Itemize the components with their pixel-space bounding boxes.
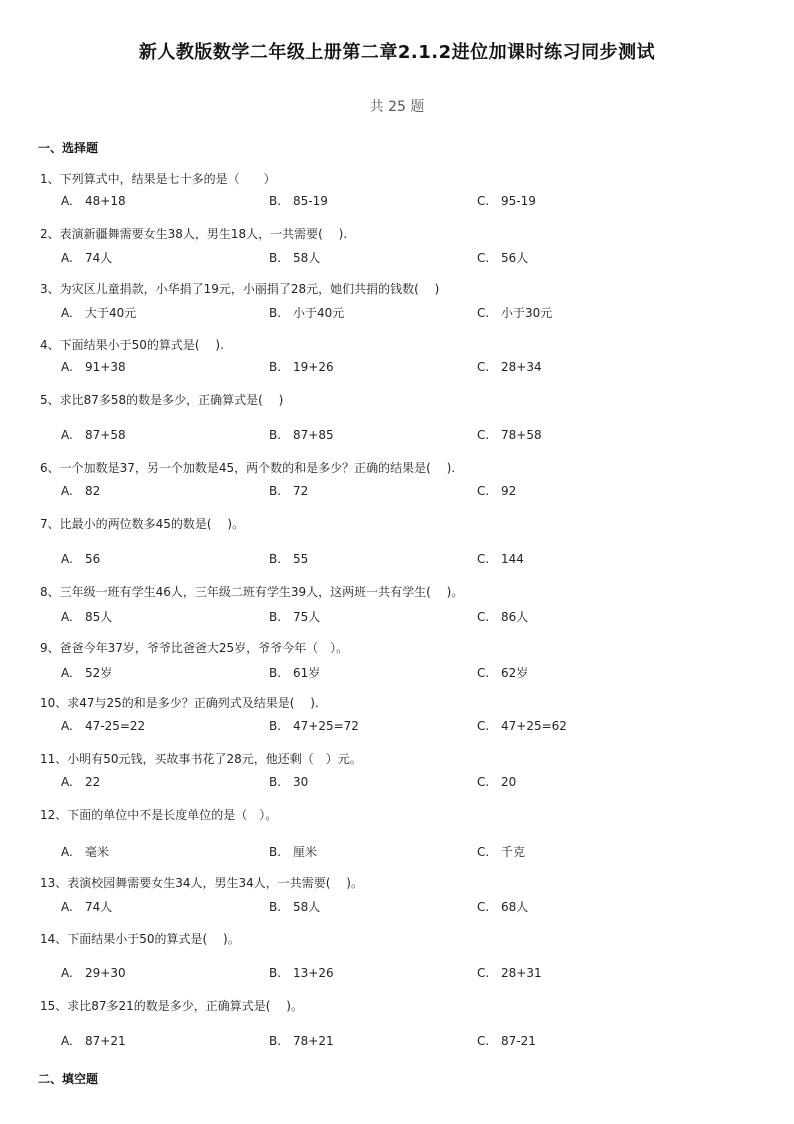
option-text: 47-25=22 xyxy=(85,719,146,733)
option-text: 78+58 xyxy=(501,428,542,442)
option-text: 30 xyxy=(293,775,309,789)
option-letter: C. xyxy=(477,251,490,265)
option-a xyxy=(61,664,112,681)
option-text: 61岁 xyxy=(293,666,321,680)
option-a xyxy=(61,249,112,266)
option-text: 144 xyxy=(501,552,524,566)
option-c xyxy=(477,775,516,789)
section-heading-fill: 二、填空题 xyxy=(38,1072,99,1086)
option-text: 56 xyxy=(85,552,101,566)
option-a xyxy=(61,608,112,625)
option-b xyxy=(269,194,328,208)
option-b xyxy=(269,608,320,625)
question-item xyxy=(0,639,794,699)
option-a xyxy=(61,194,126,208)
option-text: 13+26 xyxy=(293,966,334,980)
option-text: 19+26 xyxy=(293,360,334,374)
option-b xyxy=(269,843,317,860)
option-b xyxy=(269,484,308,498)
option-letter: A. xyxy=(61,484,73,498)
option-letter: C. xyxy=(477,966,490,980)
option-a xyxy=(61,484,100,498)
option-text: 20 xyxy=(501,775,517,789)
option-b xyxy=(269,664,320,681)
option-letter: B. xyxy=(269,306,282,320)
option-c xyxy=(477,898,528,915)
option-text: 74人 xyxy=(85,900,113,914)
option-text: 85-19 xyxy=(293,194,328,208)
question-item xyxy=(0,459,794,519)
option-letter: C. xyxy=(477,666,490,680)
option-letter: A. xyxy=(61,775,73,789)
question-stem: 2、表演新疆舞需要女生38人，男生18人，一共需要( ). xyxy=(40,227,348,241)
question-item xyxy=(0,280,794,340)
option-b xyxy=(269,719,359,733)
option-text: 56人 xyxy=(501,251,529,265)
option-letter: A. xyxy=(61,428,73,442)
option-letter: A. xyxy=(61,194,73,208)
option-letter: B. xyxy=(269,194,282,208)
question-item xyxy=(0,583,794,643)
question-stem: 9、爸爸今年37岁，爷爷比爸爸大25岁，爷爷今年（ ）。 xyxy=(40,641,349,655)
option-c xyxy=(477,608,528,625)
option-letter: B. xyxy=(269,966,282,980)
option-letter: A. xyxy=(61,1034,73,1048)
option-text: 小于30元 xyxy=(501,306,553,320)
option-text: 小于40元 xyxy=(293,306,345,320)
option-letter: C. xyxy=(477,775,490,789)
option-letter: B. xyxy=(269,775,282,789)
option-text: 87+85 xyxy=(293,428,334,442)
option-text: 55 xyxy=(293,552,309,566)
option-letter: B. xyxy=(269,666,282,680)
option-c xyxy=(477,428,542,442)
section-heading-choice: 一、选择题 xyxy=(38,141,99,155)
option-letter: C. xyxy=(477,552,490,566)
question-stem: 8、三年级一班有学生46人，三年级二班有学生39人，这两班一共有学生( )。 xyxy=(40,585,464,599)
option-text: 28+31 xyxy=(501,966,542,980)
option-letter: A. xyxy=(61,845,73,859)
option-letter: B. xyxy=(269,1034,282,1048)
option-letter: B. xyxy=(269,251,282,265)
option-letter: A. xyxy=(61,610,73,624)
option-text: 52岁 xyxy=(85,666,113,680)
option-c xyxy=(477,1034,536,1048)
option-b xyxy=(269,249,320,266)
question-stem: 15、求比87多21的数是多少，正确算式是( )。 xyxy=(40,999,303,1013)
option-letter: C. xyxy=(477,900,490,914)
option-text: 82 xyxy=(85,484,101,498)
option-text: 62岁 xyxy=(501,666,529,680)
option-b xyxy=(269,304,344,321)
option-text: 92 xyxy=(501,484,517,498)
option-a xyxy=(61,898,112,915)
option-text: 74人 xyxy=(85,251,113,265)
option-c xyxy=(477,719,567,733)
option-text: 28+34 xyxy=(501,360,542,374)
option-letter: B. xyxy=(269,719,282,733)
question-item xyxy=(0,225,794,285)
option-letter: C. xyxy=(477,845,490,859)
question-item xyxy=(0,874,794,934)
question-stem: 12、下面的单位中不是长度单位的是（ ）。 xyxy=(40,808,278,822)
question-count: 共 25 题 xyxy=(369,99,425,115)
option-a xyxy=(61,719,145,733)
question-stem: 5、求比87多58的数是多少，正确算式是( ) xyxy=(40,393,284,407)
option-letter: B. xyxy=(269,900,282,914)
option-b xyxy=(269,552,308,566)
option-text: 87-21 xyxy=(501,1034,536,1048)
question-item xyxy=(0,336,794,396)
option-text: 大于40元 xyxy=(85,306,137,320)
option-text: 47+25=62 xyxy=(501,719,567,733)
option-c xyxy=(477,194,536,208)
option-letter: A. xyxy=(61,719,73,733)
option-b xyxy=(269,1034,334,1048)
option-letter: C. xyxy=(477,306,490,320)
document-title: 新人教版数学二年级上册第二章2.1.2进位加课时练习同步测试 xyxy=(138,42,656,63)
option-c xyxy=(477,484,516,498)
option-text: 68人 xyxy=(501,900,529,914)
question-item xyxy=(0,806,794,866)
option-a xyxy=(61,775,100,789)
question-item xyxy=(0,515,794,575)
option-letter: B. xyxy=(269,845,282,859)
option-c xyxy=(477,249,528,266)
option-letter: C. xyxy=(477,360,490,374)
option-b xyxy=(269,966,334,980)
option-letter: B. xyxy=(269,360,282,374)
option-a xyxy=(61,843,109,860)
option-text: 47+25=72 xyxy=(293,719,359,733)
option-a xyxy=(61,360,126,374)
option-letter: A. xyxy=(61,900,73,914)
question-item xyxy=(0,997,794,1057)
option-b xyxy=(269,898,320,915)
option-text: 75人 xyxy=(293,610,321,624)
question-item xyxy=(0,930,794,990)
question-stem: 4、下面结果小于50的算式是( ). xyxy=(40,338,224,352)
option-letter: A. xyxy=(61,966,73,980)
option-letter: A. xyxy=(61,666,73,680)
option-text: 厘米 xyxy=(293,845,318,859)
option-a xyxy=(61,552,100,566)
question-stem: 13、表演校园舞需要女生34人，男生34人，一共需要( )。 xyxy=(40,876,363,890)
option-text: 91+38 xyxy=(85,360,126,374)
option-text: 87+21 xyxy=(85,1034,126,1048)
option-letter: C. xyxy=(477,610,490,624)
option-letter: A. xyxy=(61,306,73,320)
question-stem: 14、下面结果小于50的算式是( )。 xyxy=(40,932,240,946)
option-text: 85人 xyxy=(85,610,113,624)
question-item xyxy=(0,391,794,451)
option-text: 29+30 xyxy=(85,966,126,980)
option-text: 千克 xyxy=(501,845,526,859)
option-letter: B. xyxy=(269,610,282,624)
option-text: 毫米 xyxy=(85,845,110,859)
option-letter: C. xyxy=(477,1034,490,1048)
question-item xyxy=(0,170,794,230)
option-letter: A. xyxy=(61,251,73,265)
option-c xyxy=(477,843,525,860)
option-letter: A. xyxy=(61,552,73,566)
option-a xyxy=(61,304,136,321)
option-text: 86人 xyxy=(501,610,529,624)
option-text: 95-19 xyxy=(501,194,536,208)
option-c xyxy=(477,552,524,566)
question-stem: 1、下列算式中，结果是七十多的是（ ） xyxy=(40,172,276,186)
question-item xyxy=(0,750,794,810)
option-letter: B. xyxy=(269,552,282,566)
option-c xyxy=(477,966,542,980)
option-text: 48+18 xyxy=(85,194,126,208)
option-a xyxy=(61,1034,126,1048)
option-text: 78+21 xyxy=(293,1034,334,1048)
question-stem: 11、小明有50元钱，买故事书花了28元，他还剩（ ）元。 xyxy=(40,752,362,766)
option-b xyxy=(269,360,334,374)
option-letter: C. xyxy=(477,719,490,733)
option-a xyxy=(61,966,126,980)
option-letter: B. xyxy=(269,428,282,442)
option-text: 58人 xyxy=(293,251,321,265)
option-text: 22 xyxy=(85,775,101,789)
option-text: 87+58 xyxy=(85,428,126,442)
option-c xyxy=(477,360,542,374)
option-b xyxy=(269,775,308,789)
question-stem: 6、一个加数是37，另一个加数是45，两个数的和是多少？正确的结果是( ). xyxy=(40,461,456,475)
question-item xyxy=(0,694,794,754)
option-letter: C. xyxy=(477,484,490,498)
question-stem: 3、为灾区儿童捐款，小华捐了19元，小丽捐了28元，她们共捐的钱数( ) xyxy=(40,282,440,296)
option-letter: B. xyxy=(269,484,282,498)
option-text: 72 xyxy=(293,484,309,498)
option-letter: C. xyxy=(477,428,490,442)
option-a xyxy=(61,428,126,442)
option-letter: C. xyxy=(477,194,490,208)
option-b xyxy=(269,428,334,442)
option-letter: A. xyxy=(61,360,73,374)
option-c xyxy=(477,304,552,321)
option-c xyxy=(477,664,528,681)
question-stem: 7、比最小的两位数多45的数是( )。 xyxy=(40,517,245,531)
question-stem: 10、求47与25的和是多少？正确列式及结果是( ). xyxy=(40,696,319,710)
option-text: 58人 xyxy=(293,900,321,914)
